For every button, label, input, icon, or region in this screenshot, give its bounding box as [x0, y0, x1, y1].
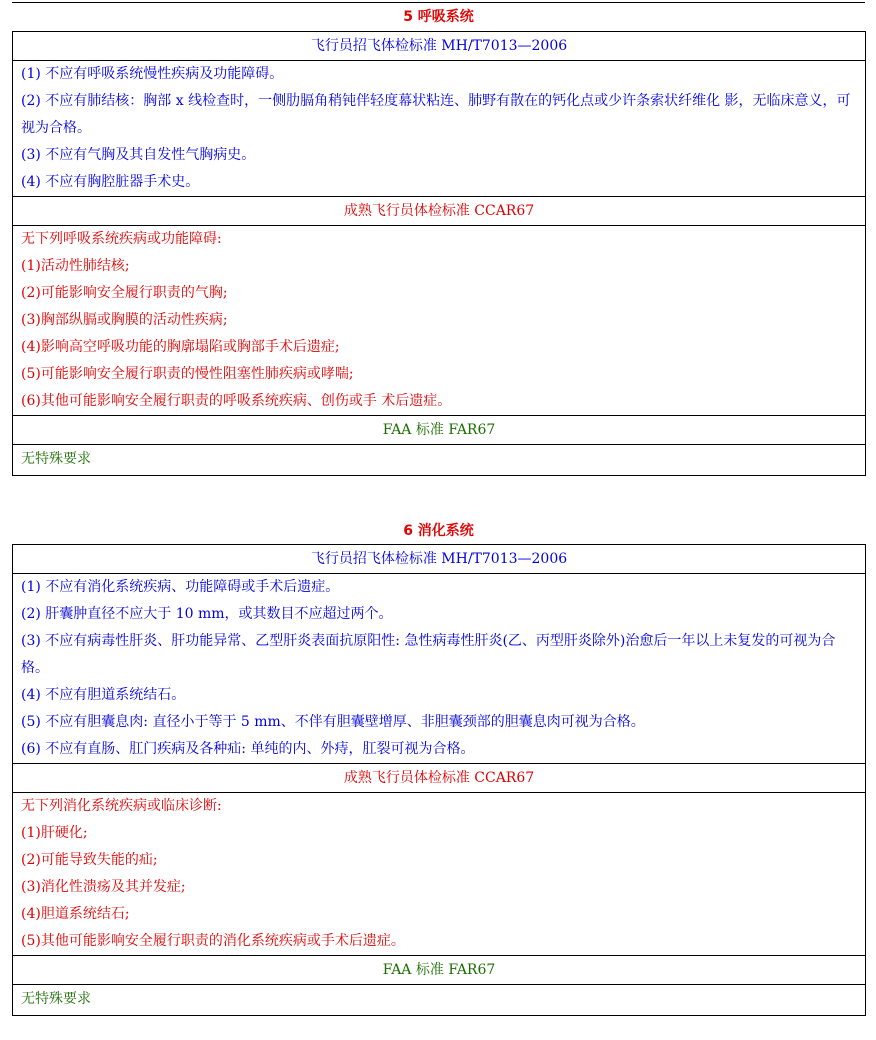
list-item: (5) 不应有胆囊息肉: 直径小于等于 5 mm、不伴有胆囊壁增厚、非胆囊颈部的胆囊息肉可视为合格。 [21, 714, 645, 730]
ccar-body [13, 793, 866, 956]
faa-body: 无特殊要求 [13, 445, 866, 476]
list-item: (4) 不应有胸腔脏器手术史。 [21, 174, 200, 190]
ccar-intro: 无下列消化系统疾病或临床诊断: [21, 798, 222, 814]
list-item: (1)肝硬化; [21, 825, 88, 841]
list-item: (3) 不应有病毒性肝炎、肝功能异常、乙型肝炎表面抗原阳性: 急性病毒性肝炎(乙、丙型肝炎除外)治愈后一年以上未复发的可视为合格。 [21, 633, 836, 676]
list-item: (2)可能导致失能的疝; [21, 852, 158, 868]
faa-body: 无特殊要求 [13, 985, 866, 1016]
top-rule [12, 2, 865, 3]
ccar-header: 成熟飞行员体检标准 CCAR67 [13, 764, 866, 793]
list-item: (6) 不应有直肠、肛门疾病及各种疝: 单纯的内、外痔，肛裂可视为合格。 [21, 741, 475, 757]
list-item: (6)其他可能影响安全履行职责的呼吸系统疾病、创伤或手 术后遗症。 [21, 393, 452, 409]
pilot-recruit-body [13, 574, 866, 764]
list-item: (2)可能影响安全履行职责的气胸; [21, 285, 228, 301]
faa-header: FAA 标准 FAR67 [13, 416, 866, 445]
list-item: (2) 肝囊肿直径不应大于 10 mm，或其数目不应超过两个。 [21, 606, 393, 622]
list-item: (4) 不应有胆道系统结石。 [21, 687, 186, 703]
list-item: (5)其他可能影响安全履行职责的消化系统疾病或手术后遗症。 [21, 933, 405, 949]
list-item: (1) 不应有消化系统疾病、功能障碍或手术后遗症。 [21, 579, 340, 595]
section-title-digestive: 6 消化系统 [403, 523, 474, 539]
list-item: (1) 不应有呼吸系统慢性疾病及功能障碍。 [21, 66, 284, 82]
faa-header: FAA 标准 FAR67 [13, 956, 866, 985]
ccar-intro: 无下列呼吸系统疾病或功能障碍: [21, 231, 222, 247]
pilot-recruit-header: 飞行员招飞体检标准 MH/T7013—2006 [13, 545, 866, 574]
list-item: (3) 不应有气胸及其自发性气胸病史。 [21, 147, 256, 163]
list-item: (4)胆道系统结石; [21, 906, 130, 922]
ccar-header: 成熟飞行员体检标准 CCAR67 [13, 197, 866, 226]
respiratory-standards-table [12, 31, 866, 476]
list-item: (1)活动性肺结核; [21, 258, 130, 274]
list-item: (4)影响高空呼吸功能的胸廓塌陷或胸部手术后遗症; [21, 339, 340, 355]
section-title-respiratory: 5 呼吸系统 [403, 9, 474, 25]
list-item: (2) 不应有肺结核：胸部 x 线检查时，一侧肋膈角稍钝伴轻度幕状粘连、肺野有散在的钙化点或少许条索状纤维化 影，无临床意义，可视为合格。 [21, 93, 851, 136]
list-item: (3)胸部纵膈或胸膜的活动性疾病; [21, 312, 228, 328]
list-item: (3)消化性溃疡及其并发症; [21, 879, 186, 895]
list-item: (5)可能影响安全履行职责的慢性阻塞性肺疾病或哮喘; [21, 366, 354, 382]
digestive-standards-table [12, 544, 866, 1016]
pilot-recruit-header: 飞行员招飞体检标准 MH/T7013—2006 [13, 32, 866, 61]
pilot-recruit-body [13, 61, 866, 197]
ccar-body [13, 226, 866, 416]
